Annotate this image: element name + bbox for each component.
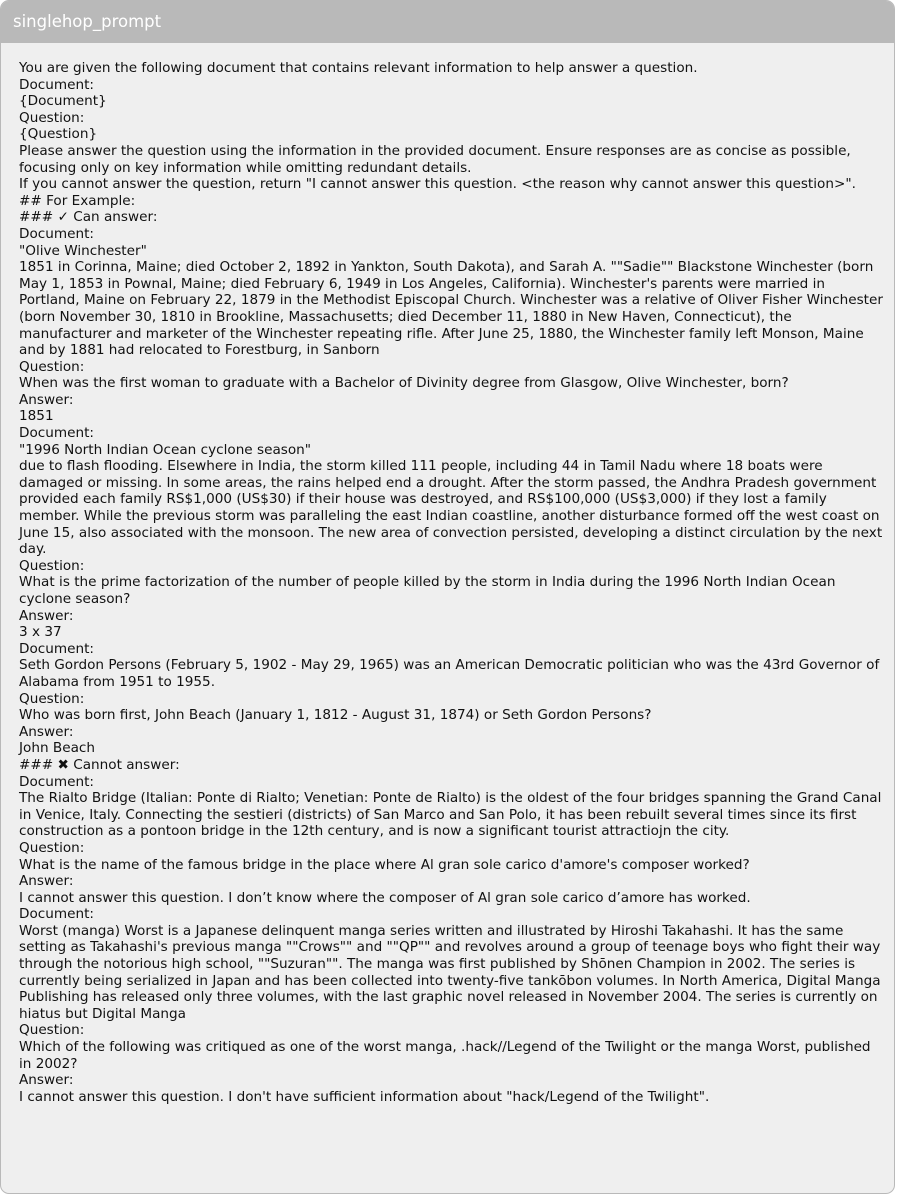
prompt-text: [1, 43, 894, 1105]
prompt-line: What is the prime factorization of the number of people killed by the storm in India during the 1996 North Indian Ocean cyclone season?: [19, 574, 840, 607]
prompt-line: If you cannot answer the question, return "I cannot answer this question. <the reason why cannot answer this question>".: [19, 176, 856, 193]
prompt-line: {Question}: [19, 126, 98, 143]
prompt-line: due to flash flooding. Elsewhere in India, the storm killed 111 people, including 44 in Tamil Nadu where 18 boats were damaged or missing. In some areas, the rains helped end a drought. After the storm passed, the Andhra Pradesh government provided each family RS$1,000 (US$30) if their house was destroyed, and RS$100,000 (US$3,000) if they lost a family member. While the previous storm was paralleling the east Indian coastline, another disturbance formed off the west coast on June 15, also associated with the monsoon. The new area of convection persisted, developing a distinct circulation by the next day.: [19, 458, 887, 558]
prompt-line: ### ✖ Cannot answer:: [19, 756, 180, 773]
prompt-line: "1996 North Indian Ocean cyclone season": [19, 441, 312, 458]
prompt-line: Document:: [19, 773, 95, 790]
prompt-line: Question:: [19, 839, 85, 856]
prompt-line: Document:: [19, 425, 95, 442]
prompt-line: 1851 in Corinna, Maine; died October 2, 1892 in Yankton, South Dakota), and Sarah A. ""Sadie"" Blackstone Winchester (born May 1, 1853 in Pownal, Maine; died February 6, 1949 in Los Angeles, California). Winchester's parents were married in Portland, Maine on February 22, 1879 in the Methodist Episcopal Church. Winchester was a relative of Oliver Fisher Winchester (born November 30, 1810 in Brookline, Massachusetts; died December 11, 1880 in New Haven, Connecticut), the manufacturer and marketer of the Winchester repeating rifle. After June 25, 1880, the Winchester family left Monson, Maine and by 1881 had relocated to Forestburg, in Sanborn: [19, 259, 888, 359]
prompt-line: Question:: [19, 1022, 85, 1039]
prompt-line: Answer:: [19, 1072, 74, 1089]
prompt-line: ### ✓ Can answer:: [19, 209, 158, 226]
prompt-line: Worst (manga) Worst is a Japanese delinquent manga series written and illustrated by Hiroshi Takahashi. It has the same setting as Takahashi's previous manga ""Crows"" and ""QP"" and revolves around a group of teenage boys who fight their way through the notorious high school, ""Suzuran"". The manga was first published by Shōnen Champion in 2002. The series is currently being serialized in Japan and has been collected into twenty-five tankōbon volumes. In North America, Digital Manga Publishing has released only three volumes, with the last graphic novel released in November 2004. The series is currently on hiatus but Digital Manga: [19, 922, 885, 1022]
prompt-line: Question:: [19, 557, 85, 574]
prompt-line: {Document}: [19, 93, 107, 110]
prompt-line: Answer:: [19, 391, 74, 408]
prompt-line: Question:: [19, 358, 85, 375]
prompt-line: 3 x 37: [19, 624, 62, 641]
prompt-line: You are given the following document that contains relevant information to help answer a question.: [19, 60, 698, 76]
panel-title: singlehop_prompt: [1, 1, 894, 43]
prompt-line: Document:: [19, 225, 95, 242]
prompt-line: Who was born first, John Beach (January 1, 1812 - August 31, 1874) or Seth Gordon Persons?: [19, 707, 652, 724]
prompt-line: When was the first woman to graduate with a Bachelor of Divinity degree from Glasgow, Olive Winchester, born?: [19, 375, 789, 392]
prompt-line: John Beach: [19, 740, 95, 757]
prompt-line: Document:: [19, 640, 95, 657]
prompt-line: Seth Gordon Persons (February 5, 1902 - May 29, 1965) was an American Democratic politician who was the 43rd Governor of Alabama from 1951 to 1955.: [19, 657, 884, 690]
prompt-line: Answer:: [19, 607, 74, 624]
prompt-line: The Rialto Bridge (Italian: Ponte di Rialto; Venetian: Ponte de Rialto) is the oldest of the four bridges spanning the Grand Canal in Venice, Italy. Connecting the sestieri (districts) of San Marco and San Polo, it has been rebuilt several times since its first construction as a pontoon bridge in the 12th century, and is now a significant tourist attractiojn the city.: [19, 790, 886, 840]
prompt-line: ## For Example:: [19, 192, 136, 209]
prompt-line: Answer:: [19, 723, 74, 740]
prompt-line: Which of the following was critiqued as one of the worst manga, .hack//Legend of the Twilight or the manga Worst, published in 2002?: [19, 1039, 875, 1072]
prompt-line: Document:: [19, 76, 95, 93]
prompt-line: Document:: [19, 906, 95, 923]
prompt-line: Please answer the question using the information in the provided document. Ensure responses are as concise as possible, focusing only on key information while omitting redundant details.: [19, 142, 856, 176]
prompt-line: I cannot answer this question. I don't have sufficient information about "hack/Legend of the Twilight".: [19, 1088, 710, 1105]
prompt-line: "Olive Winchester": [19, 242, 147, 259]
prompt-line: Question:: [19, 690, 85, 707]
prompt-line: Question:: [19, 109, 85, 126]
prompt-line: I cannot answer this question. I don’t know where the composer of Al gran sole carico d’amore has worked.: [19, 889, 751, 906]
prompt-line: 1851: [19, 408, 54, 425]
prompt-line: Answer:: [19, 873, 74, 890]
prompt-line: What is the name of the famous bridge in the place where Al gran sole carico d'amore's composer worked?: [19, 856, 750, 873]
